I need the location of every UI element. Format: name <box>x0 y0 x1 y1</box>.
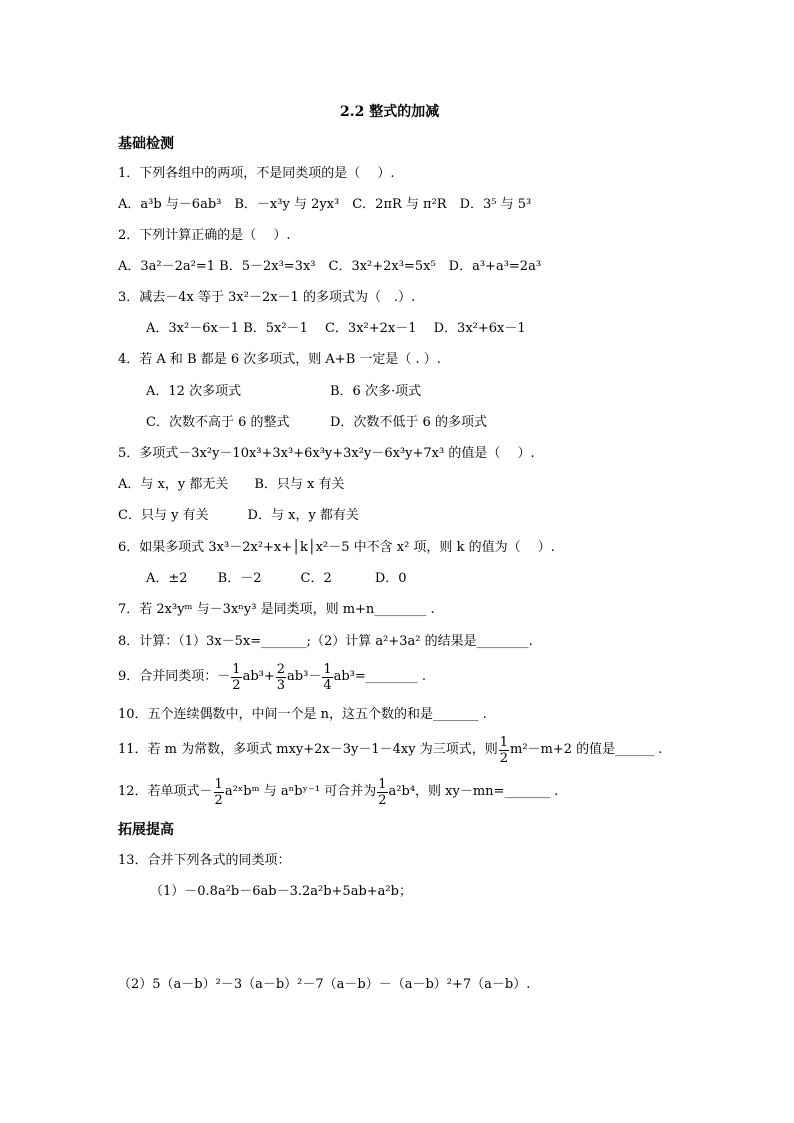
q12-fraction-1: $\frac{1}{2}$ <box>214 776 223 808</box>
q12-middle: a²ˣbᵐ 与 aⁿbʸ⁻¹ 可合并为 <box>224 784 377 799</box>
q1-options: A．a³b 与－6ab³ B．－x³y 与 2yx³ C．2πR 与 π²R D．3⁵ 与 5³ <box>118 197 532 212</box>
q6-stem: 6．如果多项式 3x³－2x²+x+│k│x²－5 中不含 x² 项，则 k 的值为（ ）. <box>118 540 555 555</box>
q5-options-cd: C．只与 y 有关 D．与 x，y 都有关 <box>118 508 359 523</box>
q9-fraction-1: $\frac{1}{2}$ <box>232 661 241 693</box>
q12-fraction-2: $\frac{1}{2}$ <box>378 776 387 808</box>
q9-prefix: 9．合并同类项：－ <box>118 669 231 684</box>
page-title: 2.2 整式的加减 <box>340 104 440 120</box>
q9-fraction-2: $\frac{2}{3}$ <box>276 661 286 693</box>
q12 <box>118 775 558 810</box>
q1-stem: 1．下列各组中的两项，不是同类项的是（ ）. <box>118 166 395 181</box>
q11 <box>118 733 662 768</box>
q11-fraction: $\frac{1}{2}$ <box>499 734 509 766</box>
section-heading-basic: 基础检测 <box>118 136 174 152</box>
q7: 7．若 2x³yᵐ 与－3xⁿy³ 是同类项，则 m+n________ . <box>118 602 435 617</box>
q4-option-c: C．次数不高于 6 的整式 <box>146 415 290 430</box>
q4-stem: 4．若 A 和 B 都是 6 次多项式，则 A+B 一定是（ . ）. <box>118 352 441 367</box>
q13-stem: 13．合并下列各式的同类项： <box>118 853 291 868</box>
q4-option-a: A．12 次多项式 <box>146 384 242 399</box>
q5-stem: 5．多项式－3x²y－10x³+3x³+6x³y+3x²y－6x³y+7x³ 的值是（ ）. <box>118 446 535 461</box>
q6-options: A．±2 B．－2 C．2 D．0 <box>146 571 407 586</box>
q11-suffix: m²－m+2 的值是______ . <box>510 742 663 757</box>
q9-fraction-3: $\frac{1}{4}$ <box>323 661 332 693</box>
q13-part-2: （2）5（a－b）²－3（a－b）²－7（a－b）－（a－b）²+7（a－b）. <box>118 977 531 992</box>
q2-options: A．3a²－2a²=1 B．5－2x³=3x³ C．3x²+2x³=5x⁵ D．a³+a³=2a³ <box>118 259 542 274</box>
q10: 10．五个连续偶数中，中间一个是 n，这五个数的和是_______ . <box>118 707 487 722</box>
q12-prefix: 12．若单项式－ <box>118 784 213 799</box>
q4-option-d: D．次数不低于 6 的多项式 <box>330 415 487 430</box>
q9-term-1: ab³+ <box>242 669 275 684</box>
q9-term-3: ab³=________ . <box>333 669 427 684</box>
q4-option-b: B．6 次多·项式 <box>330 384 422 399</box>
q9-term-2: ab³－ <box>287 669 322 684</box>
q3-stem: 3．减去－4x 等于 3x²－2x－1 的多项式为（ .）. <box>118 290 416 305</box>
q9 <box>118 660 426 695</box>
q5-options-ab: A．与 x，y 都无关 B．只与 x 有关 <box>118 477 345 492</box>
q8: 8．计算：（1）3x－5x=_______;（2）计算 a²+3a² 的结果是________. <box>118 634 533 649</box>
q2-stem: 2．下列计算正确的是（ ）. <box>118 228 291 243</box>
q11-prefix: 11．若 m 为常数，多项式 mxy+2x－3y－1－4xy 为三项式，则 <box>118 742 498 757</box>
q13-part-1: （1）－0.8a²b－6ab－3.2a²b+5ab+a²b； <box>150 884 412 899</box>
section-heading-extend: 拓展提高 <box>118 822 174 838</box>
q3-options: A．3x²－6x－1 B．5x²－1 C．3x²+2x－1 D．3x²+6x－1 <box>146 321 526 336</box>
q12-suffix: a²b⁴，则 xy－mn=_______ . <box>388 784 559 799</box>
